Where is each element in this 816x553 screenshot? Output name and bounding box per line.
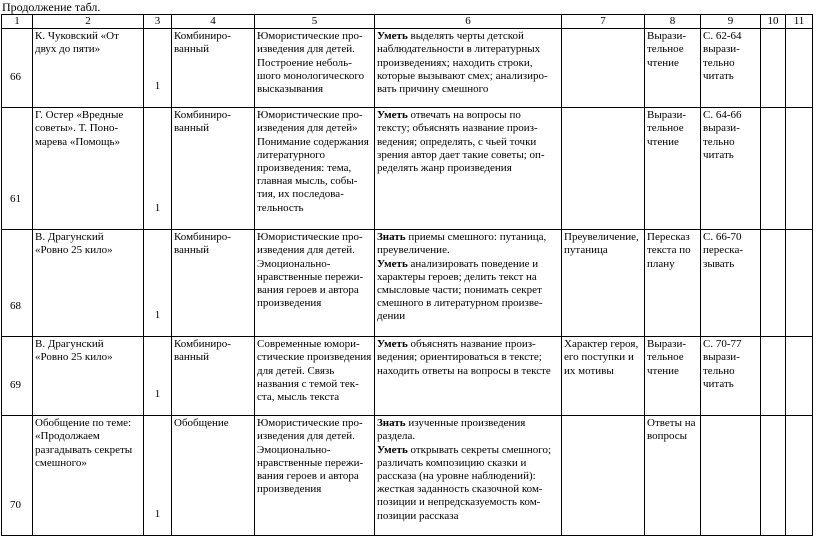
lesson-plan-table [1, 14, 813, 536]
lesson-type: Комбиниро- ванный [172, 230, 255, 337]
header-cell: 1 [2, 15, 33, 29]
req-text: открывать секреты смешного; различать композицию сказки и рассказа (на уровне наблюдений): жесткая заданность сказочной ком- позиции и непредсказуемость ком- позиции рассказа [377, 443, 552, 522]
req-text: изученные произведения раздела. [377, 417, 526, 443]
lesson-requirements [375, 416, 562, 536]
empty-cell [761, 230, 786, 337]
req-text: анализировать поведение и характеры героев; делить текст на смысловые части; понимать секрет смешного в литературном произве- дении [377, 257, 543, 323]
req-text: объяснять название произ- ведения; ориентироваться в тексте; находить ответы на вопросы в тексте [377, 338, 551, 377]
empty-cell [786, 337, 813, 416]
lesson-hours: 1 [144, 230, 172, 337]
header-cell: 6 [375, 15, 562, 29]
req-keyword: Знать [377, 231, 406, 244]
lesson-content: Современные юмори- стические произведения для детей. Связь названия с темой тек- ста, мысль текста [255, 337, 375, 416]
lesson-content: Юмористические про- изведения для детей. Эмоционально- нравственные пережи- вания героев и автора произведения [255, 416, 375, 536]
lesson-hours: 1 [144, 337, 172, 416]
table-row [2, 108, 813, 230]
header-cell: 10 [761, 15, 786, 29]
lesson-control: Пересказ текста по плану [645, 230, 701, 337]
empty-cell [786, 416, 813, 536]
empty-cell [761, 416, 786, 536]
empty-cell [761, 108, 786, 230]
lesson-number: 61 [2, 108, 33, 230]
lesson-homework: С. 66-70 переска- зывать [701, 230, 761, 337]
header-cell: 7 [562, 15, 645, 29]
table-row [2, 230, 813, 337]
lesson-topic: К. Чуковский «От двух до пяти» [33, 29, 144, 108]
header-cell: 5 [255, 15, 375, 29]
lesson-type: Комбиниро- ванный [172, 29, 255, 108]
lesson-number: 70 [2, 416, 33, 536]
empty-cell [786, 29, 813, 108]
header-row [2, 15, 813, 29]
lesson-type: Обобщение [172, 416, 255, 536]
lesson-control: Вырази- тельное чтение [645, 337, 701, 416]
lesson-concepts: Преувеличение, путаница [562, 230, 645, 337]
req-keyword: Уметь [377, 257, 408, 270]
header-cell: 2 [33, 15, 144, 29]
lesson-homework: С. 62-64 вырази- тельно читать [701, 29, 761, 108]
header-cell: 4 [172, 15, 255, 29]
lesson-concepts [562, 108, 645, 230]
lesson-requirements [375, 108, 562, 230]
req-keyword: Уметь [377, 338, 408, 351]
header-cell: 3 [144, 15, 172, 29]
lesson-type: Комбиниро- ванный [172, 337, 255, 416]
lesson-homework [701, 416, 761, 536]
lesson-hours: 1 [144, 416, 172, 536]
lesson-topic: Г. Остер «Вредные советы». Т. Поно- марева «Помощь» [33, 108, 144, 230]
empty-cell [786, 230, 813, 337]
lesson-content: Юмористические про- изведения для детей. Эмоционально- нравственные пережи- вания героев и автора произведения [255, 230, 375, 337]
lesson-concepts [562, 416, 645, 536]
req-keyword: Уметь [377, 109, 408, 122]
lesson-hours: 1 [144, 108, 172, 230]
lesson-number: 68 [2, 230, 33, 337]
lesson-topic: Обобщение по теме: «Продолжаем разгадывать секреты смешного» [33, 416, 144, 536]
lesson-control: Вырази- тельное чтение [645, 29, 701, 108]
lesson-concepts: Характер героя, его поступки и их мотивы [562, 337, 645, 416]
lesson-topic: В. Драгунский «Ровно 25 кило» [33, 337, 144, 416]
lesson-homework: С. 64-66 вырази- тельно читать [701, 108, 761, 230]
req-keyword: Уметь [377, 443, 408, 456]
lesson-number: 69 [2, 337, 33, 416]
req-keyword: Уметь [377, 30, 408, 43]
lesson-requirements [375, 29, 562, 108]
table-row [2, 337, 813, 416]
lesson-topic: В. Драгунский «Ровно 25 кило» [33, 230, 144, 337]
header-cell: 8 [645, 15, 701, 29]
req-text: отвечать на вопросы по тексту; объяснять название произ- ведения; определять, с чьей точки зрения автор дает такие советы; оп- ределять жанр произведения [377, 109, 545, 175]
lesson-requirements [375, 230, 562, 337]
req-keyword: Знать [377, 417, 406, 430]
lesson-control: Ответы на вопросы [645, 416, 701, 536]
header-cell: 9 [701, 15, 761, 29]
header-cell: 11 [786, 15, 813, 29]
empty-cell [761, 29, 786, 108]
lesson-hours: 1 [144, 29, 172, 108]
lesson-requirements [375, 337, 562, 416]
lesson-concepts [562, 29, 645, 108]
table-row [2, 416, 813, 536]
lesson-control: Вырази- тельное чтение [645, 108, 701, 230]
lesson-type: Комбиниро- ванный [172, 108, 255, 230]
table-caption: Продолжение табл. [2, 0, 101, 14]
req-text: выделять черты детской наблюдательности в литературных произведениях; находить строки, которые вызывают смех; анализиро- вать причину смешного [377, 30, 548, 96]
lesson-homework: С. 70-77 вырази- тельно читать [701, 337, 761, 416]
empty-cell [786, 108, 813, 230]
empty-cell [761, 337, 786, 416]
table-row [2, 29, 813, 108]
lesson-number: 66 [2, 29, 33, 108]
lesson-content: Юмористические про- изведения для детей» Понимание содержания литературного произведения: тема, главная мысль, собы- тия, их последова- тельность [255, 108, 375, 230]
lesson-content: Юмористические про- изведения для детей. Построение неболь- шого монологического высказывания [255, 29, 375, 108]
req-text: приемы смешного: путаница, преувеличение. [377, 231, 547, 257]
